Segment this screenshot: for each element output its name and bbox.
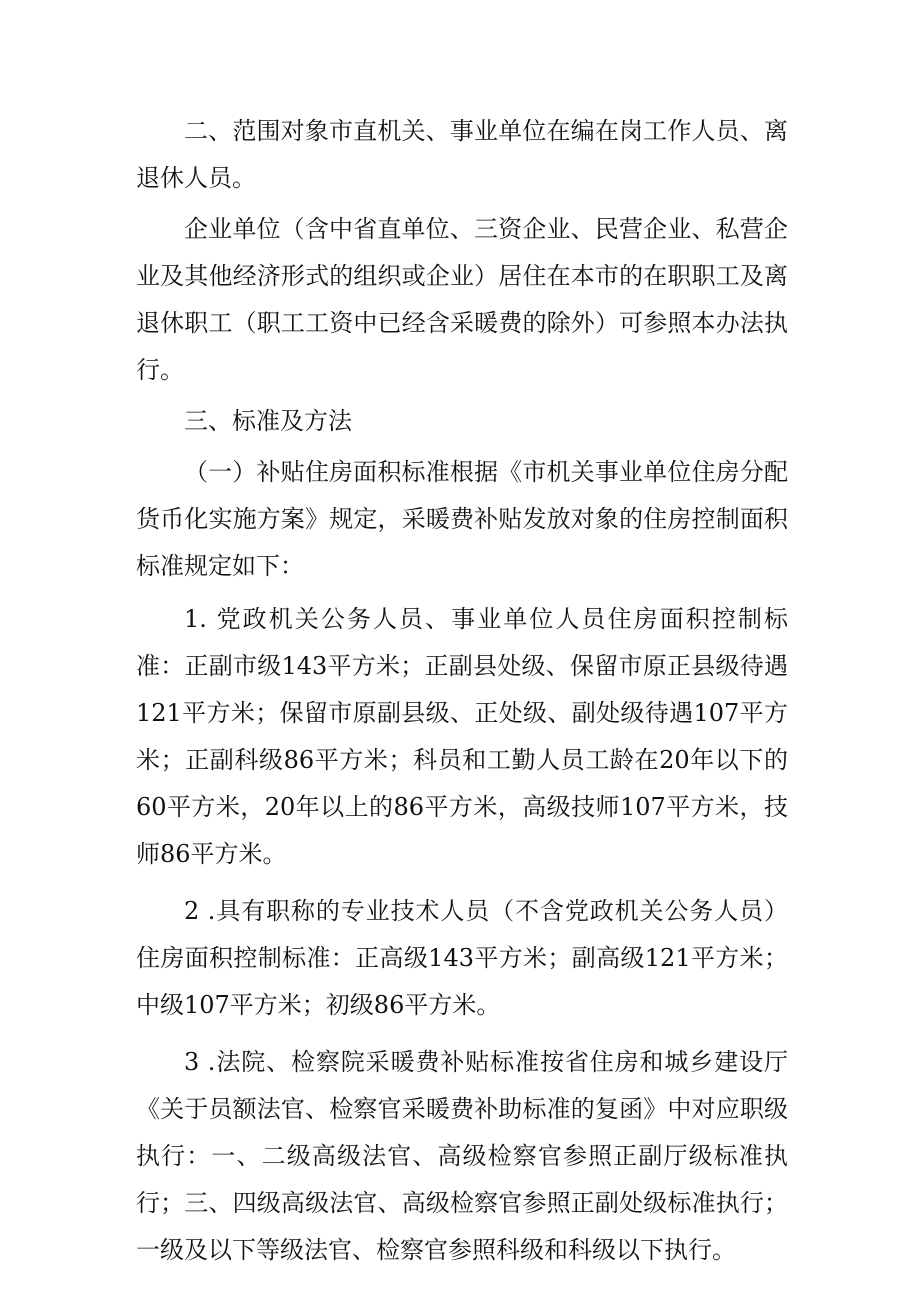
paragraph-enterprise: 企业单位（含中省直单位、三资企业、民营企业、私营企业及其他经济形式的组织或企业）居住在本市的在职职工及离退休职工（职工工资中已经含采暖费的除外）可参照本办法执行。 <box>136 215 788 384</box>
list-item-3: 3 .法院、检察院采暖费补贴标准按省住房和城乡建设厅《关于员额法官、检察官采暖费补助标准的复函》中对应职级执行：一、二级高级法官、高级检察官参照正副厅级标准执行；三、四级高级法官、高级检察官参照正副处级标准执行；一级及以下等级法官、检察官参照科级和科级以下执行。 <box>136 1048 788 1264</box>
section-heading-standards: 三、标准及方法 <box>184 407 352 435</box>
list-item-1: 1. 党政机关公务人员、事业单位人员住房面积控制标准：正副市级143平方米；正副县处级、保留市原正县级待遇121平方米；保留市原副县级、正处级、副处级待遇107平方米；正副科级86平方米；科员和工勤人员工龄在20年以下的60平方米，20年以上的86平方米，高级技师107平方米，技师86平方米。 <box>136 605 788 868</box>
paragraph-scope: 二、范围对象市直机关、事业单位在编在岗工作人员、离退休人员。 <box>136 117 788 192</box>
paragraph-area-standard: （一）补贴住房面积标准根据《市机关事业单位住房分配货币化实施方案》规定，采暖费补贴发放对象的住房控制面积标准规定如下： <box>136 458 788 580</box>
list-item-2: 2 .具有职称的专业技术人员（不含党政机关公务人员）住房面积控制标准：正高级143平方米；副高级121平方米；中级107平方米；初级86平方米。 <box>136 897 788 1019</box>
document-body <box>136 108 788 1274</box>
